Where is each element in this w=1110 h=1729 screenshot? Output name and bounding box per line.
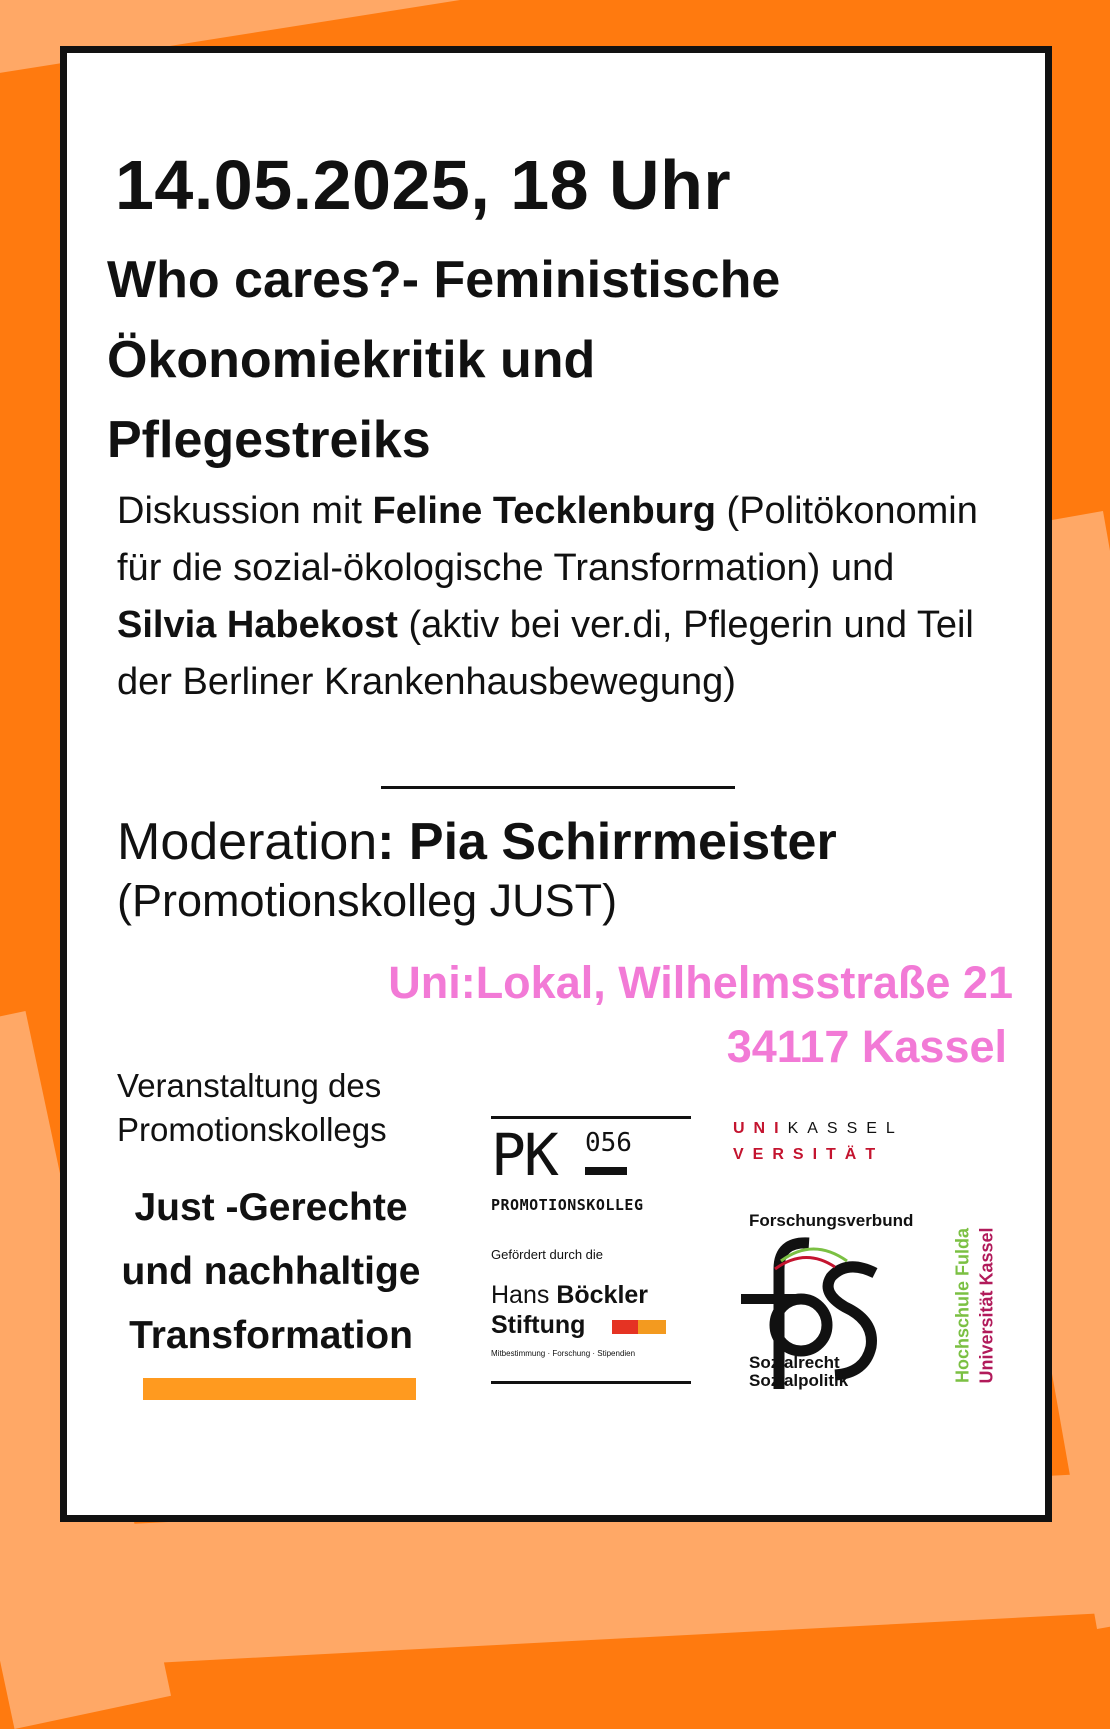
hbs-funded-by: Gefördert durch die [491,1247,604,1262]
speaker-name: Feline Tecklenburg [372,490,716,532]
pk-logo-rule [491,1381,691,1384]
moderation-line [117,811,1017,873]
hbs-logo-stiftung: Stiftung [491,1311,586,1339]
speaker-role: (Politökonomin für die sozial-ökologische Transformation) und [117,490,978,589]
event-description [117,483,997,711]
moderator-name: Pia Schirrmeister [408,813,837,871]
fos-logo-kassel: Universität Kassel [976,1227,997,1384]
kolleg-name [101,1176,441,1368]
hbs-logo-red-block [612,1320,638,1334]
moderator-affiliation: (Promotionskolleg JUST) [117,875,618,926]
venue-city: 34117 Kassel [726,1021,1007,1072]
uni-kassel-logo-part: UNI [733,1120,788,1137]
venue-address: Uni:Lokal, Wilhelmsstraße 21 [388,957,1013,1008]
event-title-line: Who cares?- Feministische [107,251,781,309]
hbs-logo-name [491,1281,648,1310]
kolleg-name-line: und nachhaltige [121,1250,421,1293]
kolleg-name-line: Transformation [129,1314,413,1357]
moderation-label: Moderation [117,813,378,871]
description-intro: Diskussion mit [117,490,373,532]
fos-logo-fulda: Hochschule Fulda [952,1227,973,1384]
accent-bar [143,1378,416,1400]
pk-logo-subtitle: PROMOTIONSKOLLEG [491,1196,644,1214]
fos-logo-title: Forschungsverbund [749,1211,914,1230]
kolleg-name-line: Just -Gerechte [134,1186,408,1229]
poster-card [60,46,1052,1522]
event-title-line: Pflegestreiks [107,411,431,469]
speaker-name: Silvia Habekost [117,604,398,646]
speaker-role: (aktiv bei ver.di, Pflegerin und Teil der Berliner Krankenhausbewegung) [117,604,974,703]
pk-logo-bar [585,1167,627,1175]
section-divider [381,786,735,789]
event-date-time: 14.05.2025, 18 Uhr [115,146,732,224]
pk-logo-rule [491,1116,691,1119]
fos-logo-subtitle: Sozialrecht [749,1353,840,1372]
uni-kassel-logo-line1 [733,1120,904,1138]
pk-logo-number: 056 [585,1128,632,1158]
hbs-logo-tagline: Mitbestimmung · Forschung · Stipendien [491,1349,636,1358]
hbs-logo-orange-block [638,1320,666,1334]
organizer-label: Veranstaltung des [117,1067,382,1104]
event-title [107,240,1007,480]
pk-logo-letters: PK [491,1121,557,1189]
hbs-name-part: Böckler [556,1281,649,1309]
moderation-colon: : [377,813,409,871]
organizer-label: Promotionskollegs [117,1111,387,1148]
event-title-line: Ökonomiekritik und [107,331,596,389]
uni-kassel-logo-part: KASSEL [787,1120,904,1137]
hbs-name-part: Hans [491,1281,557,1309]
fos-logo-subtitle: Sozialpolitik [749,1371,849,1390]
uni-kassel-logo-line2: VERSITÄT [733,1146,885,1163]
